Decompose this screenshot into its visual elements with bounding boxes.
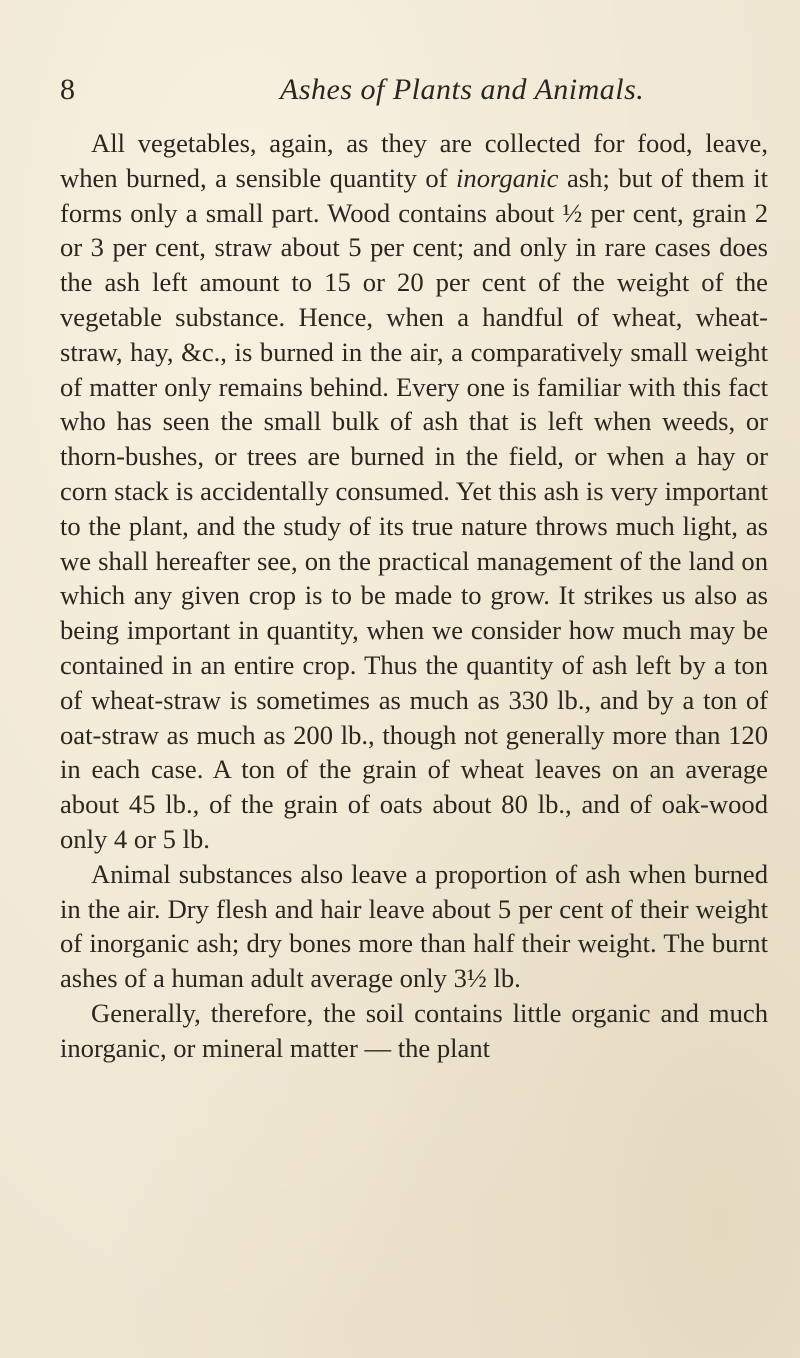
paragraph-1 (60, 126, 768, 857)
paragraph-2: Animal substances also leave a proportion of ash when burned in the air. Dry flesh and hair leave about 5 per cent of their weight of inorganic ash; dry bones more than half their weight. The burnt ashes of a human adult average only 3½ lb. (60, 858, 768, 994)
body-text (60, 126, 768, 1066)
paragraph-3: Generally, therefore, the soil contains little organic and much inorganic, or mineral matter — the plant (60, 997, 768, 1063)
running-title: Ashes of Plants and Animals. (280, 73, 645, 106)
running-head (60, 70, 760, 110)
page-number: 8 (60, 73, 75, 106)
paragraph-1-text-a: All vegetables, again, as they are collected for food, leave, when burned, a sensible quantity of (60, 128, 768, 193)
italic-term-inorganic: inorganic (456, 162, 559, 193)
paragraph-1-text-c: ash; but of them it forms only a small part. Wood contains about ½ per cent, grain 2 or 3 per cent, straw about 5 per cent; and only in rare cases does the ash left amount to 15 or 20 per cent of the weight of the vegetable substance. Hence, when a handful of wheat, wheat-straw, hay, &c., is burned in the air, a comparatively small weight of matter only remains behind. Every one is familiar with this fact who has seen the small bulk of ash that is left when weeds, or thorn-bushes, or trees are burned in the field, or when a hay or corn stack is accidentally consumed. Yet this ash is very important to the plant, and the study of its true nature throws much light, as we shall hereafter see, on the practical management of the land on which any given crop is to be made to grow. It strikes us also as being important in quantity, when we consider how much may be contained in an entire crop. Thus the quantity of ash left by a ton of wheat-straw is sometimes as much as 330 lb., and by a ton of oat-straw as much as 200 lb., though not generally more than 120 in each case. A ton of the grain of wheat leaves on an average about 45 lb., of the grain of oats about 80 lb., and of oak-wood only 4 or 5 lb. (60, 162, 769, 854)
